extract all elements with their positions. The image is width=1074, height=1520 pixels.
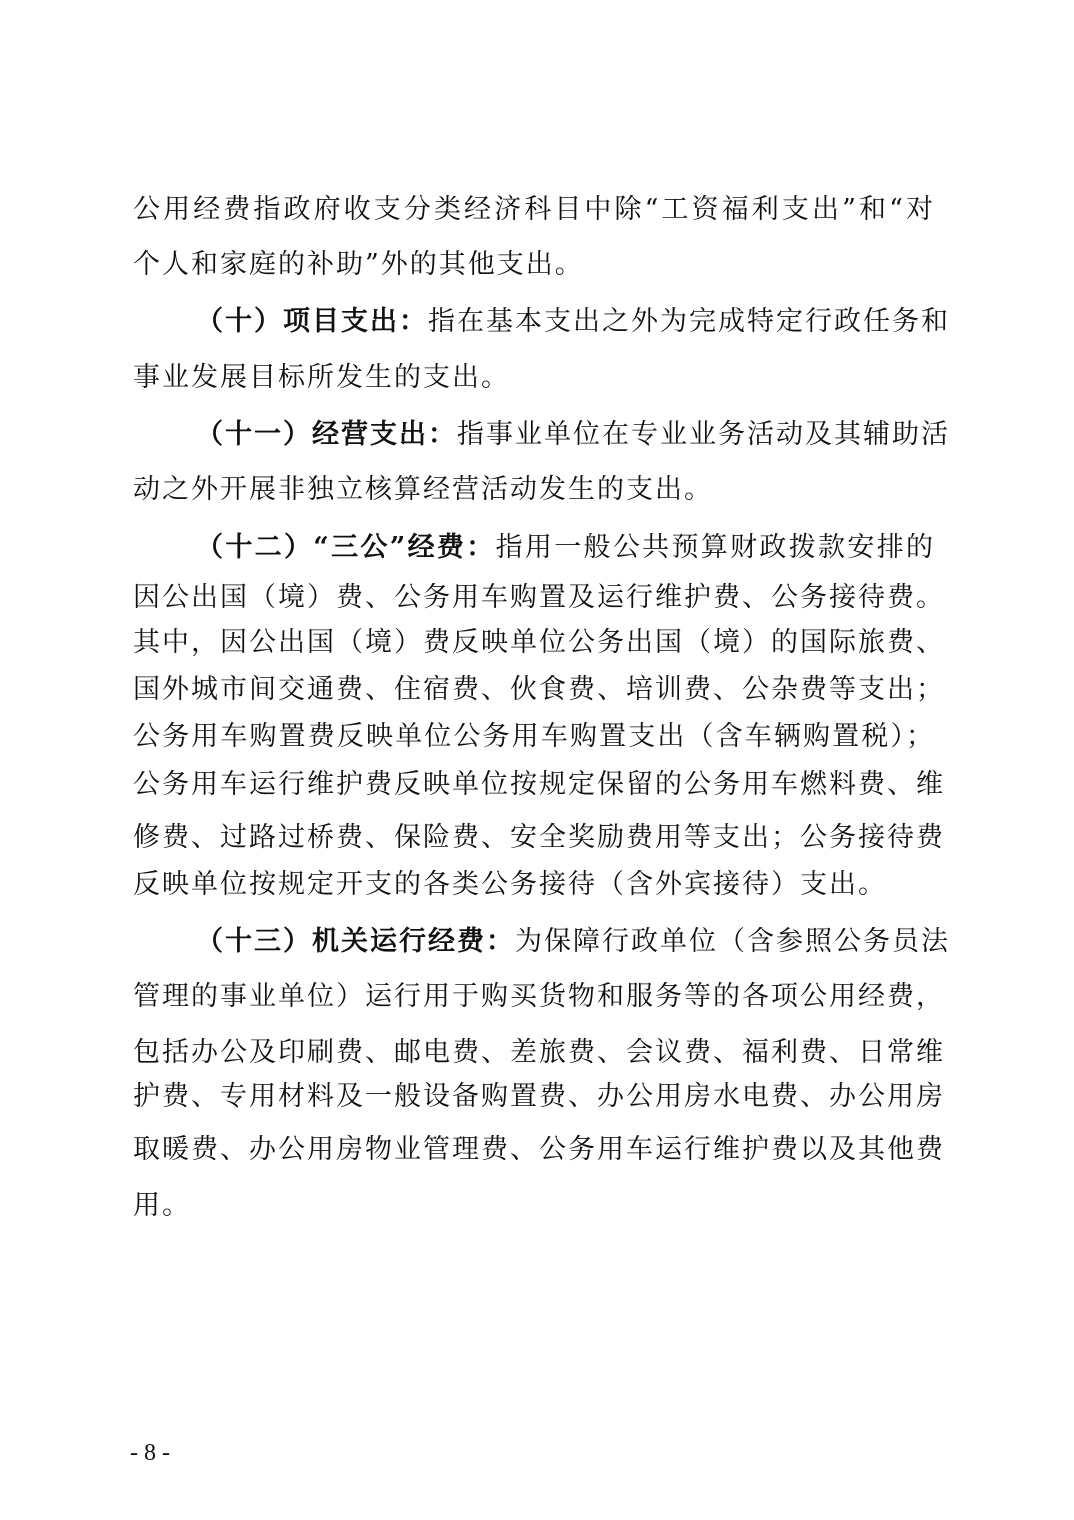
line-text: 包括办公及印刷费、邮电费、差旅费、会议费、福利费、日常维 xyxy=(133,1037,945,1068)
section-heading: （十一）经营支出： xyxy=(196,419,457,450)
line-text: 公用经费指政府收支分类经济科目中除“工资福利支出”和“对 xyxy=(133,194,935,225)
text-line xyxy=(133,1132,945,1168)
line-text: 管理的事业单位）运行用于购买货物和服务等的各项公用经费， xyxy=(133,981,945,1012)
line-text: 修费、过路过桥费、保险费、安全奖励费用等支出；公务接待费 xyxy=(133,822,945,853)
text-line xyxy=(196,530,935,566)
text-line xyxy=(133,625,945,661)
text-line xyxy=(133,820,945,856)
page-number: - 8 - xyxy=(130,1440,170,1466)
text-line xyxy=(196,924,950,960)
line-text: 用。 xyxy=(133,1190,191,1221)
line-text: 指在基本支出之外为完成特定行政任务和 xyxy=(428,306,950,337)
section-heading: （十二）“三公”经费： xyxy=(196,532,496,563)
text-line xyxy=(133,672,945,708)
line-text: 个人和家庭的补助”外的其他支出。 xyxy=(133,249,584,280)
text-line xyxy=(133,360,935,396)
text-line xyxy=(133,1035,945,1071)
section-heading: （十三）机关运行经费： xyxy=(196,926,515,957)
text-line xyxy=(133,580,945,616)
section-heading: （十）项目支出： xyxy=(196,306,428,337)
line-text: 公务用车运行维护费反映单位按规定保留的公务用车燃料费、维 xyxy=(133,769,945,800)
line-text: 护费、专用材料及一般设备购置费、办公用房水电费、办公用房 xyxy=(133,1081,945,1112)
text-line xyxy=(196,417,950,453)
line-text: 公务用车购置费反映单位公务用车购置支出（含车辆购置税）； xyxy=(133,721,935,752)
line-text: 指用一般公共预算财政拨款安排的 xyxy=(495,532,936,563)
text-line xyxy=(133,867,935,903)
text-line xyxy=(133,1079,945,1115)
line-text: 反映单位按规定开支的各类公务接待（含外宾接待）支出。 xyxy=(133,869,887,900)
line-text: 事业发展目标所发生的支出。 xyxy=(133,362,510,393)
line-text: 取暖费、办公用房物业管理费、公务用车运行维护费以及其他费 xyxy=(133,1134,945,1165)
text-line xyxy=(133,979,945,1015)
line-text: 为保障行政单位（含参照公务员法 xyxy=(515,926,950,957)
text-line xyxy=(133,472,935,508)
line-text: 动之外开展非独立核算经营活动发生的支出。 xyxy=(133,474,713,505)
text-line xyxy=(133,719,935,755)
text-line xyxy=(196,304,950,340)
line-text: 其中，因公出国（境）费反映单位公务出国（境）的国际旅费、 xyxy=(133,627,945,658)
text-line xyxy=(133,767,945,803)
text-line xyxy=(133,1188,935,1224)
line-text: 国外城市间交通费、住宿费、伙食费、培训费、公杂费等支出； xyxy=(133,674,945,705)
line-text: 因公出国（境）费、公务用车购置及运行维护费、公务接待费。 xyxy=(133,582,945,613)
text-line xyxy=(133,247,935,283)
text-line xyxy=(133,192,935,228)
line-text: 指事业单位在专业业务活动及其辅助活 xyxy=(457,419,950,450)
